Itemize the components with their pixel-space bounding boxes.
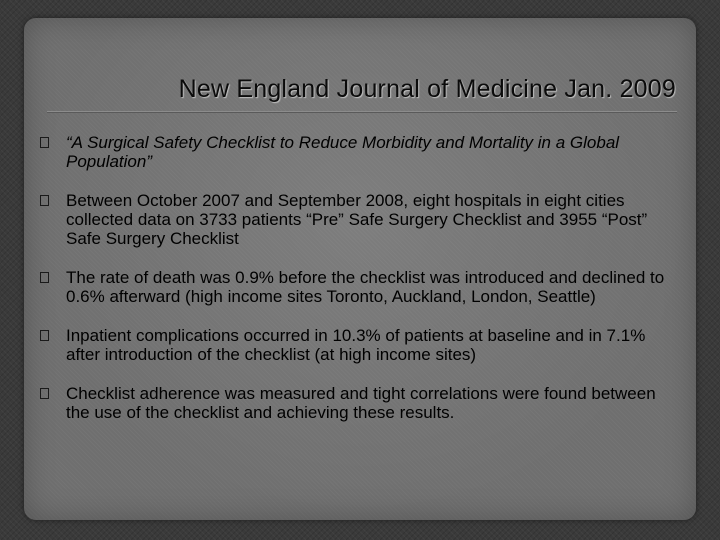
bullet-item <box>40 191 680 248</box>
square-bullet-icon <box>40 272 49 283</box>
bullet-list <box>40 133 680 442</box>
bullet-text: Between October 2007 and September 2008, eight hospitals in eight cities collected data on 3733 patients “Pre” Safe Surgery Checklist and 3955 “Post” Safe Surgery Checklist <box>66 191 648 248</box>
title-divider <box>47 111 677 113</box>
bullet-text: The rate of death was 0.9% before the checklist was introduced and declined to 0.6% afterward (high income sites Toronto, Auckland, London, Seattle) <box>66 268 665 306</box>
slide-title: New England Journal of Medicine Jan. 2009 <box>178 75 676 103</box>
bullet-item <box>40 133 680 171</box>
bullet-text: Inpatient complications occurred in 10.3% of patients at baseline and in 7.1% after introduction of the checklist (at high income sites) <box>66 326 646 364</box>
bullet-item <box>40 326 680 364</box>
square-bullet-icon <box>40 388 49 399</box>
bullet-item <box>40 268 680 306</box>
square-bullet-icon <box>40 137 49 148</box>
bullet-text: “A Surgical Safety Checklist to Reduce Morbidity and Mortality in a Global Population” <box>66 133 620 171</box>
square-bullet-icon <box>40 195 49 206</box>
bullet-item <box>40 384 680 422</box>
bullet-text: Checklist adherence was measured and tight correlations were found between the use of the checklist and achieving these results. <box>66 384 656 422</box>
square-bullet-icon <box>40 330 49 341</box>
